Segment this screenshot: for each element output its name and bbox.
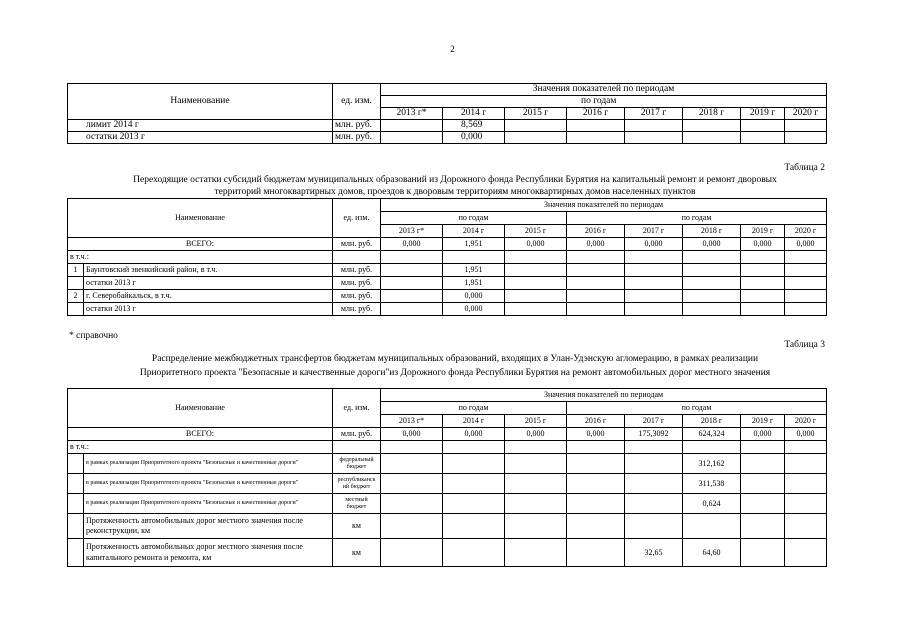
table-3-title-line2: Приоритетного проекта "Безопасные и качественные дороги"из Дорожного фонда Республики Бурятия на ремонт автомобильных дорог местного значения (139, 368, 771, 378)
by-years-header: по годам (381, 212, 567, 225)
cell (741, 514, 785, 539)
cell (381, 264, 443, 277)
year-header: 2015 г (505, 225, 567, 238)
cell (567, 539, 625, 567)
cell: 64,60 (683, 539, 741, 567)
row-unit: км (333, 539, 381, 567)
footnote: * справочно (69, 331, 118, 341)
table-row (68, 441, 827, 454)
row-unit: млн. руб. (333, 428, 381, 441)
name-header: Наименование (68, 199, 333, 238)
row-name: остатки 2013 г (68, 132, 333, 144)
cell (567, 290, 625, 303)
cell (741, 474, 785, 494)
cell (505, 474, 567, 494)
row-unit: федеральный бюджет (333, 454, 381, 474)
cell: 0,000 (683, 238, 741, 251)
row-name: в рамках реализации Приоритетного проекта "Безопасные и качественные дороги" (84, 474, 333, 494)
row-number: 2 (68, 290, 84, 303)
cell (381, 474, 443, 494)
year-header: 2020 г (785, 108, 827, 120)
cell (625, 514, 683, 539)
year-header: 2014 г (443, 225, 505, 238)
cell (683, 277, 741, 290)
year-header: 2013 г* (381, 108, 443, 120)
cell (567, 264, 625, 277)
table-2-title-line1: Переходящие остатки субсидий бюджетам муниципальных образований из Дорожного фонда Республики Бурятия на капитальный ремонт и ремонт дворовых (133, 175, 777, 185)
cell: 0,000 (625, 238, 683, 251)
page-number: 2 (450, 44, 455, 54)
year-header: 2018 г (683, 415, 741, 428)
table-row (68, 120, 827, 132)
cell (381, 539, 443, 567)
cell: 8,569 (443, 120, 505, 132)
table-row (68, 132, 827, 144)
cell (741, 454, 785, 474)
cell (741, 303, 785, 316)
row-unit: млн. руб. (333, 132, 381, 144)
cell (567, 454, 625, 474)
row-unit: млн. руб. (333, 290, 381, 303)
cell (567, 514, 625, 539)
cell (505, 303, 567, 316)
cell (785, 514, 827, 539)
name-header: Наименование (68, 389, 333, 428)
cell: 312,162 (683, 454, 741, 474)
year-header: 2020 г (785, 415, 827, 428)
row-name: остатки 2013 г (84, 277, 333, 290)
cell: 0,000 (567, 428, 625, 441)
cell: 175,3092 (625, 428, 683, 441)
cell: 0,000 (741, 428, 785, 441)
row-unit: км (333, 514, 381, 539)
cell (683, 264, 741, 277)
cell (567, 120, 625, 132)
incl-label: в т.ч.: (68, 251, 333, 264)
cell (741, 277, 785, 290)
cell (785, 120, 827, 132)
cell (505, 264, 567, 277)
year-header: 2014 г (443, 415, 505, 428)
by-years-header: по годам (381, 96, 827, 108)
cell (505, 539, 567, 567)
row-unit: млн. руб. (333, 277, 381, 290)
cell (381, 303, 443, 316)
table-row (68, 264, 827, 277)
year-header: 2020 г (785, 225, 827, 238)
table-row (68, 539, 827, 567)
year-header: 2013 г* (381, 225, 443, 238)
cell: 0,000 (443, 303, 505, 316)
cell (785, 474, 827, 494)
row-name: лимит 2014 г (68, 120, 333, 132)
cell (785, 277, 827, 290)
cell (785, 539, 827, 567)
cell (741, 539, 785, 567)
cell (381, 514, 443, 539)
cell (381, 494, 443, 514)
cell: 0,000 (381, 238, 443, 251)
table-row (68, 474, 827, 494)
cell (785, 132, 827, 144)
cell (381, 120, 443, 132)
year-header: 2018 г (683, 108, 741, 120)
table-row (68, 494, 827, 514)
values-header: Значения показателей по периодам (381, 389, 827, 402)
cell (567, 494, 625, 514)
cell: 0,000 (505, 428, 567, 441)
year-header: 2015 г (505, 415, 567, 428)
table-2-title-line2: территорий многоквартирных домов, проездов к дворовым территориям многоквартирных домов населенных пунктов (214, 187, 696, 197)
table-row (68, 303, 827, 316)
year-header: 2017 г (625, 108, 683, 120)
cell (443, 494, 505, 514)
year-header: 2015 г (505, 108, 567, 120)
cell: 0,000 (381, 428, 443, 441)
year-header: 2013 г* (381, 415, 443, 428)
cell: 0,000 (741, 238, 785, 251)
cell: 0,000 (505, 238, 567, 251)
year-header: 2019 г (741, 415, 785, 428)
cell (505, 514, 567, 539)
cell (683, 120, 741, 132)
year-header: 2019 г (741, 108, 785, 120)
cell: 0,000 (443, 428, 505, 441)
total-label: ВСЕГО: (68, 238, 333, 251)
total-label: ВСЕГО: (68, 428, 333, 441)
row-unit: млн. руб. (333, 238, 381, 251)
cell (381, 132, 443, 144)
cell: 0,000 (785, 428, 827, 441)
cell (567, 303, 625, 316)
cell (785, 264, 827, 277)
values-header: Значения показателей по периодам (381, 199, 827, 212)
cell (785, 454, 827, 474)
cell (625, 494, 683, 514)
cell: 0,624 (683, 494, 741, 514)
row-name: г. Северобайкальск, в т.ч. (84, 290, 333, 303)
cell (683, 514, 741, 539)
cell (381, 290, 443, 303)
row-number (68, 277, 84, 290)
cell (567, 132, 625, 144)
cell (567, 277, 625, 290)
cell (505, 120, 567, 132)
cell: 1,951 (443, 264, 505, 277)
year-header: 2017 г (625, 225, 683, 238)
cell (741, 132, 785, 144)
year-header: 2014 г (443, 108, 505, 120)
cell (683, 303, 741, 316)
year-header: 2016 г (567, 225, 625, 238)
cell: 1,951 (443, 277, 505, 290)
row-name: Протяженность автомобильных дорог местного значения после реконструкции, км (84, 514, 333, 539)
name-header: Наименование (68, 84, 333, 120)
cell (625, 290, 683, 303)
table-2-label: Таблица 2 (784, 163, 825, 173)
row-unit: млн. руб. (333, 120, 381, 132)
incl-label: в т.ч.: (68, 441, 333, 454)
cell: 0,000 (443, 132, 505, 144)
cell: 0,000 (785, 238, 827, 251)
cell (505, 277, 567, 290)
row-name: в рамках реализации Приоритетного проекта "Безопасные и качественные дороги" (84, 454, 333, 474)
cell (381, 454, 443, 474)
cell (625, 120, 683, 132)
year-header: 2016 г (567, 108, 625, 120)
year-header: 2018 г (683, 225, 741, 238)
table-row (68, 277, 827, 290)
cell: 0,000 (567, 238, 625, 251)
year-header: 2017 г (625, 415, 683, 428)
cell: 32,65 (625, 539, 683, 567)
total-row (68, 238, 827, 251)
cell (683, 290, 741, 303)
cell (741, 264, 785, 277)
cell: 311,538 (683, 474, 741, 494)
cell (741, 494, 785, 514)
cell: 1,951 (443, 238, 505, 251)
by-years-header: по годам (381, 402, 567, 415)
row-name: в рамках реализации Приоритетного проекта "Безопасные и качественные дороги" (84, 494, 333, 514)
total-row (68, 428, 827, 441)
cell (625, 264, 683, 277)
cell (505, 454, 567, 474)
row-name: Протяженность автомобильных дорог местного значения после капитального ремонта и ремонта, км (84, 539, 333, 567)
cell (505, 132, 567, 144)
table-3-title-line1: Распределение межбюджетных трансфертов бюджетам муниципальных образований, входящих в Улан-Удэнскую агломерацию, в рамках реализации (151, 354, 759, 364)
row-unit: млн. руб. (333, 303, 381, 316)
unit-header: ед. изм. (333, 84, 381, 120)
cell (381, 277, 443, 290)
table-2 (67, 198, 827, 316)
table-3-label: Таблица 3 (784, 340, 825, 350)
cell (683, 132, 741, 144)
cell (443, 539, 505, 567)
cell (741, 290, 785, 303)
cell (741, 120, 785, 132)
cell (443, 454, 505, 474)
table-1 (67, 83, 827, 144)
row-number (68, 303, 84, 316)
row-unit: местный бюджет (333, 494, 381, 514)
table-row (68, 251, 827, 264)
cell (625, 454, 683, 474)
cell: 624,324 (683, 428, 741, 441)
unit-header: ед. изм. (333, 199, 381, 238)
cell (785, 290, 827, 303)
table-3 (67, 388, 827, 567)
cell: 0,000 (443, 290, 505, 303)
cell (625, 474, 683, 494)
cell (443, 474, 505, 494)
row-name: Баунтовский эвенкийский район, в т.ч. (84, 264, 333, 277)
row-unit: млн. руб. (333, 264, 381, 277)
cell (567, 474, 625, 494)
row-unit: республиканск ий бюджет (333, 474, 381, 494)
by-years-header: по годам (567, 212, 827, 225)
cell (785, 303, 827, 316)
row-name: остатки 2013 г (84, 303, 333, 316)
table-row (68, 454, 827, 474)
table-row (68, 290, 827, 303)
cell (625, 277, 683, 290)
cell (505, 494, 567, 514)
year-header: 2019 г (741, 225, 785, 238)
cell (625, 303, 683, 316)
cell (785, 494, 827, 514)
cell (443, 514, 505, 539)
cell (505, 290, 567, 303)
by-years-header: по годам (567, 402, 827, 415)
values-header: Значения показателей по периодам (381, 84, 827, 96)
table-row (68, 514, 827, 539)
row-number: 1 (68, 264, 84, 277)
year-header: 2016 г (567, 415, 625, 428)
cell (625, 132, 683, 144)
unit-header: ед. изм. (333, 389, 381, 428)
